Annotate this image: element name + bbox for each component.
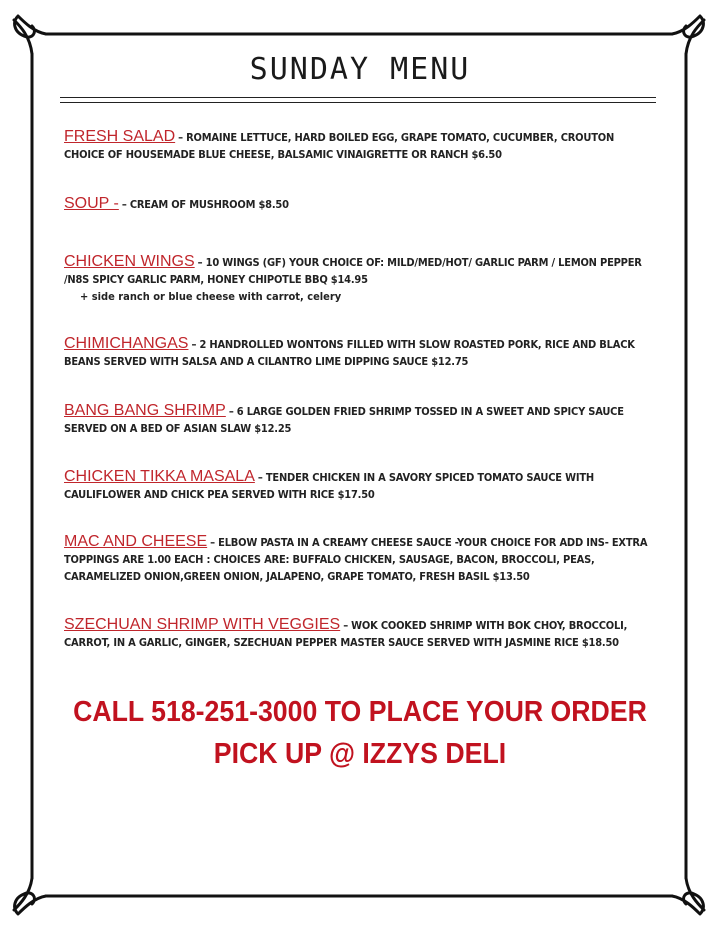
item-note: + side ranch or blue cheese with carrot, celery (80, 290, 342, 303)
menu-item-szechuan-shrimp (64, 616, 654, 651)
item-name: BANG BANG SHRIMP (64, 402, 226, 419)
menu-item-chimichangas (64, 335, 654, 370)
menu-item-chicken-tikka-masala (64, 468, 654, 503)
pickup-location: PICK UP @ IZZYS DELI (213, 738, 507, 770)
menu-item-mac-and-cheese (64, 533, 654, 585)
item-description: – CREAM OF MUSHROOM $8.50 (121, 198, 289, 211)
menu-item-chicken-wings (64, 253, 654, 305)
menu-item-bang-bang-shrimp (64, 402, 654, 437)
item-name: SOUP - (64, 195, 119, 212)
item-name: MAC AND CHEESE (64, 533, 208, 550)
menu-item-soup (64, 195, 654, 213)
item-name: CHICKEN WINGS (64, 253, 195, 270)
title-rule-top (60, 97, 656, 98)
item-name: CHICKEN TIKKA MASALA (64, 468, 255, 485)
menu-title: SUNDAY MENU (249, 52, 471, 87)
menu-item-fresh-salad (64, 128, 654, 163)
item-name: SZECHUAN SHRIMP WITH VEGGIES (64, 616, 341, 633)
item-description: – 2 HANDROLLED WONTONS FILLED WITH SLOW ROASTED PORK, RICE AND BLACK BEANS SERVED WITH SALSA AND A CILANTRO LIME DIPPING SAUCE $12.75 (64, 338, 635, 368)
item-description: – TENDER CHICKEN IN A SAVORY SPICED TOMATO SAUCE WITH CAULIFLOWER AND CHICK PEA SERVED WITH RICE $17.50 (64, 471, 594, 501)
call-to-order: CALL 518-251-3000 TO PLACE YOUR ORDER (73, 696, 647, 728)
title-rule-bottom (60, 102, 656, 103)
item-description: – WOK COOKED SHRIMP WITH BOK CHOY, BROCCOLI, CARROT, IN A GARLIC, GINGER, SZECHUAN PEPPER MASTER SAUCE SERVED WITH JASMINE RICE $18.50 (64, 619, 628, 649)
item-description: – ROMAINE LETTUCE, HARD BOILED EGG, GRAPE TOMATO, CUCUMBER, CROUTON CHOICE OF HOUSEMADE BLUE CHEESE, BALSAMIC VINAIGRETTE OR RANCH $6.50 (64, 131, 615, 161)
item-description: – 6 LARGE GOLDEN FRIED SHRIMP TOSSED IN A SWEET AND SPICY SAUCE SERVED ON A BED OF ASIAN SLAW $12.25 (64, 405, 624, 435)
item-name: FRESH SALAD (64, 128, 176, 145)
item-description: – ELBOW PASTA IN A CREAMY CHEESE SAUCE -YOUR CHOICE FOR ADD INS- EXTRA TOPPINGS ARE 1.00 EACH : CHOICES ARE: BUFFALO CHICKEN, SAUSAGE, BACON, BROCCOLI, PEAS, CARAMELIZED ONION,GREEN ONION, JALAPENO, GRAPE TOMATO, FRESH BASIL $13.50 (64, 536, 648, 583)
item-name: CHIMICHANGAS (64, 335, 189, 352)
item-description: – 10 WINGS (GF) YOUR CHOICE OF: MILD/MED/HOT/ GARLIC PARM / LEMON PEPPER /N8S SPICY GARLIC PARM, HONEY CHIPOTLE BBQ $14.95 (64, 256, 642, 286)
